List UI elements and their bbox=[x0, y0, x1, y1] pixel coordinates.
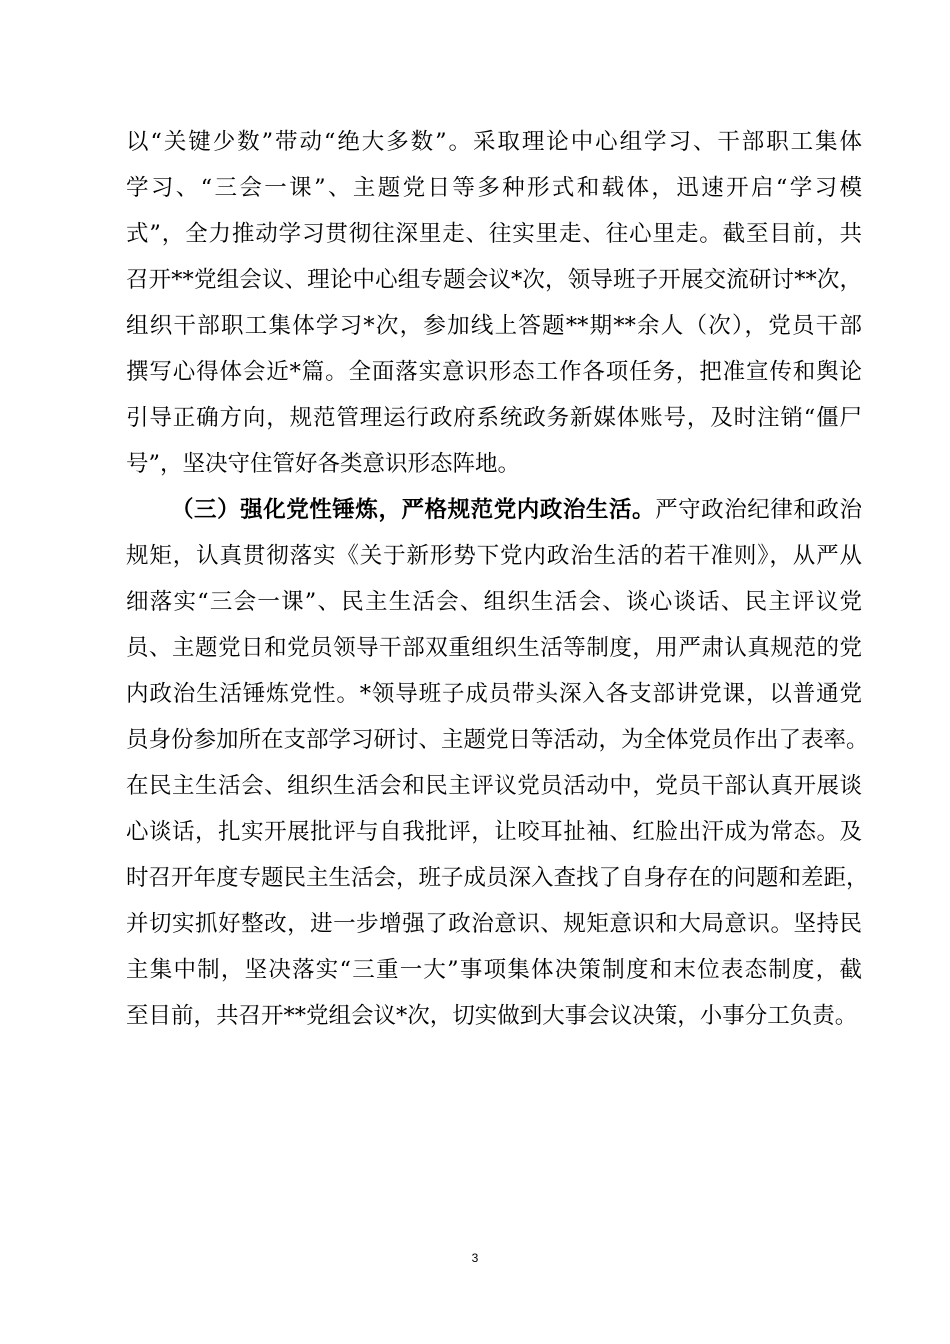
document-body bbox=[126, 119, 869, 1039]
text-line: 以“关键少数”带动“绝大多数”。采取理论中心组学习、干部职工集体 bbox=[126, 129, 862, 155]
paragraph-first-line bbox=[126, 487, 862, 533]
text-line: 在民主生活会、组织生活会和民主评议党员活动中，党员干部认真开展谈 bbox=[126, 773, 862, 799]
text-line: 号”，坚决守住管好各类意识形态阵地。 bbox=[126, 451, 521, 477]
text-line: 主集中制，坚决落实“三重一大”事项集体决策制度和末位表态制度，截 bbox=[126, 957, 862, 983]
paragraph-2 bbox=[126, 487, 869, 1039]
text-line: 至目前，共召开**党组会议*次，切实做到大事会议决策，小事分工负责。 bbox=[126, 1003, 858, 1029]
text-line: 规矩，认真贯彻落实《关于新形势下党内政治生活的若干准则》，从严从 bbox=[126, 543, 862, 569]
text-line: 撰写心得体会近*篇。全面落实意识形态工作各项任务，把准宣传和舆论 bbox=[126, 359, 862, 385]
text-line: 召开**党组会议、理论中心组专题会议*次，领导班子开展交流研讨**次， bbox=[126, 267, 862, 293]
page-number: 3 bbox=[471, 1251, 479, 1265]
text-line: 组织干部职工集体学习*次，参加线上答题**期**余人（次），党员干部 bbox=[126, 313, 862, 339]
text-line: 心谈话，扎实开展批评与自我批评，让咬耳扯袖、红脸出汗成为常态。及 bbox=[126, 819, 862, 845]
text-line: 学习、“三会一课”、主题党日等多种形式和载体，迅速开启“学习模 bbox=[126, 175, 862, 201]
text-line: 引导正确方向，规范管理运行政府系统政务新媒体账号，及时注销“僵尸 bbox=[126, 405, 862, 431]
paragraph-1 bbox=[126, 119, 862, 487]
text-line: 并切实抓好整改，进一步增强了政治意识、规矩意识和大局意识。坚持民 bbox=[126, 911, 862, 937]
text-line: 时召开年度专题民主生活会，班子成员深入查找了自身存在的问题和差距， bbox=[126, 865, 869, 891]
section-heading: （三）强化党性锤炼，严格规范党内政治生活。 bbox=[171, 497, 656, 523]
text-line: 式”，全力推动学习贯彻往深里走、往实里走、往心里走。截至目前，共 bbox=[126, 221, 862, 247]
text-line: 内政治生活锤炼党性。*领导班子成员带头深入各支部讲党课，以普通党 bbox=[126, 681, 862, 707]
heading-continuation: 严守政治纪律和政治 bbox=[655, 497, 862, 523]
text-line: 员身份参加所在支部学习研讨、主题党日等活动，为全体党员作出了表率。 bbox=[126, 727, 869, 753]
text-line: 细落实“三会一课”、民主生活会、组织生活会、谈心谈话、民主评议党 bbox=[126, 589, 862, 615]
text-line: 员、主题党日和党员领导干部双重组织生活等制度，用严肃认真规范的党 bbox=[126, 635, 862, 661]
